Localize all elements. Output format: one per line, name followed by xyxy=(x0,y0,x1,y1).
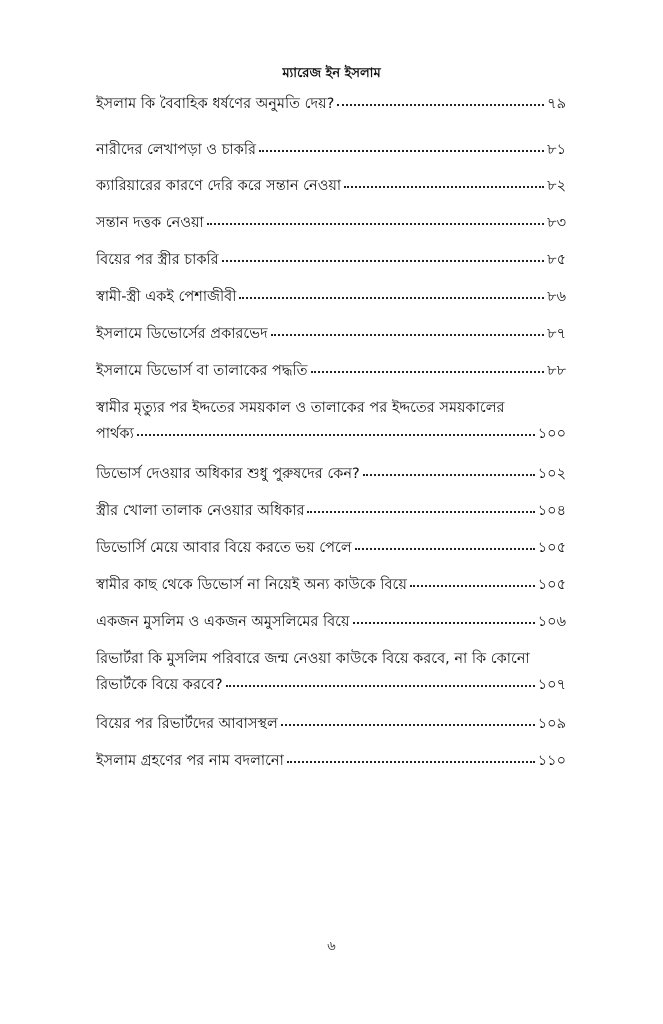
toc-entry-title: একজন মুসলিম ও একজন অমুসলিমের বিয়ে xyxy=(96,614,350,630)
toc-entry xyxy=(96,751,566,771)
dot-leader xyxy=(353,622,535,624)
dot-leader xyxy=(344,186,544,188)
dot-leader xyxy=(137,434,535,436)
dot-leader xyxy=(337,104,544,106)
toc-entry xyxy=(96,250,566,270)
toc-entry-page: ১০৬ xyxy=(537,614,566,630)
toc-entry xyxy=(96,538,566,558)
toc-entry-page: ১০৯ xyxy=(537,716,566,732)
toc-entry-title-line1: স্বামীর মৃত্যুর পর ইদ্দতের সময়কাল ও তালাকের পর ইদ্দতের সময়কালের xyxy=(96,400,505,416)
running-head: ম্যারেজ ইন ইসলাম xyxy=(282,66,381,81)
toc-entry-title-line1: রিভার্টরা কি মুসলিম পরিবারে জন্ম নেওয়া কাউকে বিয়ে করবে, না কি কোনো xyxy=(96,651,530,667)
toc-entry-page: ১০৫ xyxy=(537,540,566,556)
toc-entry-title: নারীদের লেখাপড়া ও চাকরি xyxy=(96,142,257,158)
toc-entry-page: ৮১ xyxy=(547,142,566,158)
toc-entry-page: ১০৫ xyxy=(537,577,566,593)
toc-entry xyxy=(96,575,566,595)
toc-entry xyxy=(96,213,566,233)
toc-entry xyxy=(96,324,566,344)
toc-entry-title: বিয়ের পর স্ত্রীর চাকরি xyxy=(96,252,219,268)
toc-entry-title: ইসলামে ডিভোর্সের প্রকারভেদ xyxy=(96,326,268,342)
toc-entry-page: ৮২ xyxy=(547,178,566,194)
toc-entry xyxy=(96,398,566,444)
toc-entry-title-line2: পার্থক্য xyxy=(96,426,134,442)
toc-entry-page: ৮৮ xyxy=(547,363,566,379)
toc-entry xyxy=(96,94,566,114)
dot-leader xyxy=(281,724,535,726)
dot-leader xyxy=(287,761,535,763)
toc-entry-title: স্বামী-স্ত্রী একই পেশাজীবী xyxy=(96,289,237,305)
dot-leader xyxy=(410,585,535,587)
dot-leader xyxy=(311,371,545,373)
toc-entry xyxy=(96,649,566,695)
toc-entry-title: ইসলাম কি বৈবাহিক ধর্ষণের অনুমতি দেয়? xyxy=(96,96,335,112)
dot-leader xyxy=(222,260,545,262)
toc-entry-page: ৭৯ xyxy=(547,96,566,112)
toc-entry xyxy=(96,501,566,521)
toc-entry xyxy=(96,612,566,632)
dot-leader xyxy=(259,150,544,152)
toc-entry-page: ৮৬ xyxy=(547,289,566,305)
toc-entry-title: ইসলাম গ্রহণের পর নাম বদলানো xyxy=(96,753,284,769)
toc-entry xyxy=(96,714,566,734)
toc-entry-page: ৮৫ xyxy=(547,252,566,268)
toc-entry-title: ইসলামে ডিভোর্স বা তালাকের পদ্ধতি xyxy=(96,363,308,379)
dot-leader xyxy=(363,474,535,476)
toc-entry-title: ডিভোর্স দেওয়ার অধিকার শুধু পুরুষদের কেন? xyxy=(96,466,360,482)
toc-entry-title: বিয়ের পর রিভার্টদের আবাসস্থল xyxy=(96,716,278,732)
toc-entry xyxy=(96,464,566,484)
page-number: ৬ xyxy=(327,939,336,954)
toc-entry-page: ৮৩ xyxy=(547,215,566,231)
toc-entry-page: ১০৪ xyxy=(537,503,566,519)
toc-entry-title: স্ত্রীর খোলা তালাক নেওয়ার অধিকার xyxy=(96,503,305,519)
toc-entry-page: ৮৭ xyxy=(547,326,566,342)
toc-entry-page: ১০২ xyxy=(537,466,566,482)
toc-entry xyxy=(96,140,566,160)
toc-entry-title-line2: রিভার্টকে বিয়ে করবে? xyxy=(96,677,223,693)
dot-leader xyxy=(239,297,544,299)
toc-entry-title: সন্তান দত্তক নেওয়া xyxy=(96,215,204,231)
toc-entry-page: ১০০ xyxy=(537,426,566,442)
toc-entry-title: স্বামীর কাছ থেকে ডিভোর্স না নিয়েই অন্য কাউকে বিয়ে xyxy=(96,577,407,593)
toc-entry-title: ডিভোর্সি মেয়ে আবার বিয়ে করতে ভয় পেলে xyxy=(96,540,352,556)
dot-leader xyxy=(207,223,544,225)
dot-leader xyxy=(355,548,535,550)
dot-leader xyxy=(307,511,534,513)
toc-entry xyxy=(96,361,566,381)
dot-leader xyxy=(271,334,544,336)
toc-entry-page: ১০৭ xyxy=(537,677,566,693)
toc-entry-page: ১১০ xyxy=(537,753,566,769)
toc-entry xyxy=(96,287,566,307)
dot-leader xyxy=(226,685,535,687)
toc-entry xyxy=(96,176,566,196)
toc-entry-title: ক্যারিয়ারের কারণে দেরি করে সন্তান নেওয়া xyxy=(96,178,342,194)
